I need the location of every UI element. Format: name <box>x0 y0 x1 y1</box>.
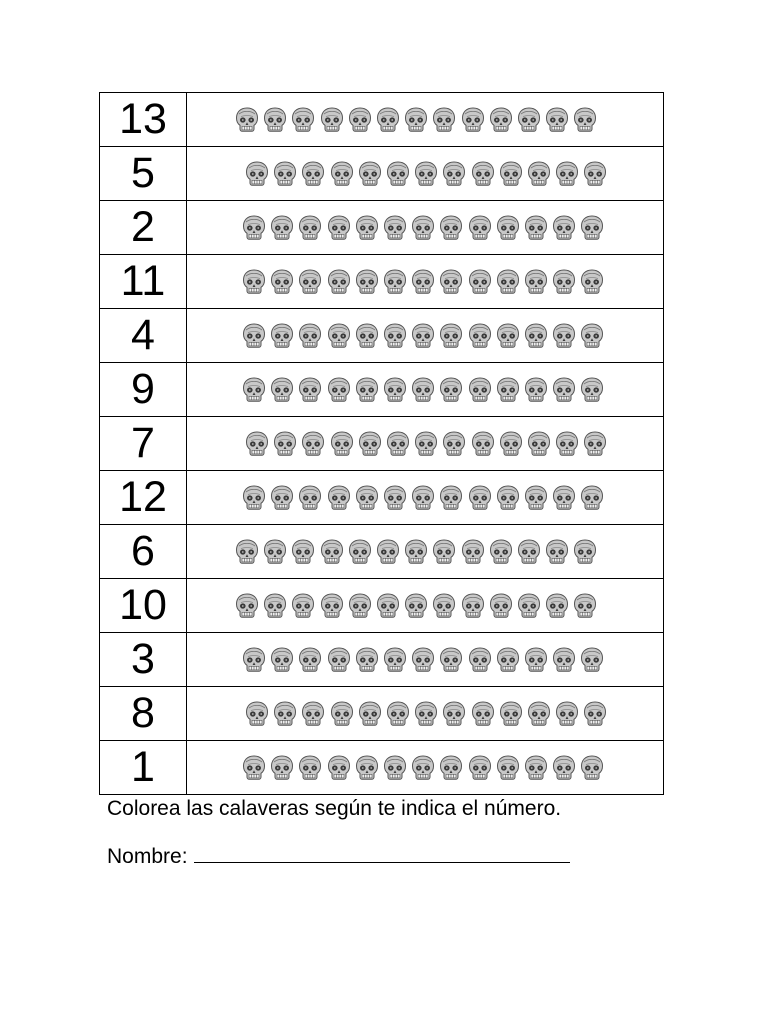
skull-icon[interactable] <box>291 107 315 133</box>
worksheet-row <box>100 687 664 741</box>
skull-icon[interactable] <box>327 377 351 403</box>
worksheet-table <box>99 92 664 795</box>
worksheet-row <box>100 201 664 255</box>
skull-icon[interactable] <box>263 593 287 619</box>
skull-icon[interactable] <box>580 269 604 295</box>
skull-icon[interactable] <box>273 701 297 727</box>
skull-cell <box>187 201 664 255</box>
skull-icon[interactable] <box>439 215 463 241</box>
skull-icon[interactable] <box>355 647 379 673</box>
skull-icon[interactable] <box>327 323 351 349</box>
skull-icon[interactable] <box>386 431 410 457</box>
skull-icon[interactable] <box>386 161 410 187</box>
skull-icon[interactable] <box>496 269 520 295</box>
skull-cell <box>187 93 664 147</box>
skull-icon[interactable] <box>242 647 266 673</box>
skull-icon[interactable] <box>411 485 435 511</box>
skull-icon[interactable] <box>355 215 379 241</box>
skull-icon[interactable] <box>583 431 607 457</box>
worksheet-row <box>100 471 664 525</box>
skull-icon[interactable] <box>348 593 372 619</box>
row-number: 12 <box>100 471 187 525</box>
skull-icon[interactable] <box>573 107 597 133</box>
skull-icon[interactable] <box>263 539 287 565</box>
skull-icon[interactable] <box>471 431 495 457</box>
skull-icon[interactable] <box>496 755 520 781</box>
skull-icon[interactable] <box>545 593 569 619</box>
skull-icon[interactable] <box>468 269 492 295</box>
skull-icon[interactable] <box>376 107 400 133</box>
skull-cell <box>187 471 664 525</box>
skull-icon[interactable] <box>442 161 466 187</box>
skull-icon[interactable] <box>270 269 294 295</box>
skull-icon[interactable] <box>517 107 541 133</box>
row-number: 8 <box>100 687 187 741</box>
skull-icon[interactable] <box>270 755 294 781</box>
skull-icon[interactable] <box>327 269 351 295</box>
row-number: 7 <box>100 417 187 471</box>
skull-icon[interactable] <box>414 431 438 457</box>
skull-icon[interactable] <box>580 377 604 403</box>
skull-icon[interactable] <box>555 161 579 187</box>
skull-icon[interactable] <box>330 431 354 457</box>
skull-icon[interactable] <box>414 161 438 187</box>
skull-icon[interactable] <box>291 539 315 565</box>
skull-icon[interactable] <box>555 431 579 457</box>
row-number: 4 <box>100 309 187 363</box>
skull-icon[interactable] <box>524 323 548 349</box>
skull-icon[interactable] <box>545 107 569 133</box>
skull-icon[interactable] <box>489 593 513 619</box>
skull-icon[interactable] <box>580 215 604 241</box>
worksheet-row <box>100 741 664 795</box>
skull-icon[interactable] <box>376 539 400 565</box>
skull-icon[interactable] <box>298 323 322 349</box>
skull-icon[interactable] <box>298 215 322 241</box>
skull-icon[interactable] <box>404 593 428 619</box>
skull-icon[interactable] <box>545 539 569 565</box>
skull-icon[interactable] <box>383 377 407 403</box>
skull-icon[interactable] <box>355 323 379 349</box>
skull-icon[interactable] <box>552 269 576 295</box>
skull-cell <box>187 417 664 471</box>
skull-icon[interactable] <box>468 647 492 673</box>
skull-cell <box>187 147 664 201</box>
skull-icon[interactable] <box>552 377 576 403</box>
skull-icon[interactable] <box>552 323 576 349</box>
skull-icon[interactable] <box>404 107 428 133</box>
skull-icon[interactable] <box>411 647 435 673</box>
skull-icon[interactable] <box>242 215 266 241</box>
counting-worksheet <box>99 92 664 795</box>
worksheet-row <box>100 417 664 471</box>
skull-icon[interactable] <box>411 755 435 781</box>
skull-icon[interactable] <box>432 539 456 565</box>
skull-icon[interactable] <box>468 377 492 403</box>
instruction-text: Colorea las calaveras según te indica el número. <box>107 797 562 820</box>
skull-icon[interactable] <box>524 485 548 511</box>
skull-icon[interactable] <box>496 485 520 511</box>
skull-icon[interactable] <box>496 377 520 403</box>
skull-icon[interactable] <box>348 539 372 565</box>
name-label: Nombre: <box>107 845 188 868</box>
skull-icon[interactable] <box>242 269 266 295</box>
skull-icon[interactable] <box>298 269 322 295</box>
skull-icon[interactable] <box>439 323 463 349</box>
skull-icon[interactable] <box>245 161 269 187</box>
skull-icon[interactable] <box>330 701 354 727</box>
skull-cell <box>187 687 664 741</box>
skull-icon[interactable] <box>273 161 297 187</box>
skull-icon[interactable] <box>270 647 294 673</box>
skull-icon[interactable] <box>580 755 604 781</box>
skull-icon[interactable] <box>383 323 407 349</box>
skull-icon[interactable] <box>552 755 576 781</box>
skull-icon[interactable] <box>301 161 325 187</box>
skull-icon[interactable] <box>496 215 520 241</box>
skull-icon[interactable] <box>468 485 492 511</box>
worksheet-row <box>100 309 664 363</box>
skull-icon[interactable] <box>442 431 466 457</box>
skull-icon[interactable] <box>327 755 351 781</box>
skull-icon[interactable] <box>461 539 485 565</box>
worksheet-row <box>100 255 664 309</box>
row-number: 5 <box>100 147 187 201</box>
skull-icon[interactable] <box>524 377 548 403</box>
skull-icon[interactable] <box>468 323 492 349</box>
skull-icon[interactable] <box>552 215 576 241</box>
skull-icon[interactable] <box>245 431 269 457</box>
row-number: 10 <box>100 579 187 633</box>
skull-icon[interactable] <box>580 485 604 511</box>
skull-icon[interactable] <box>499 701 523 727</box>
skull-icon[interactable] <box>358 701 382 727</box>
skull-icon[interactable] <box>298 755 322 781</box>
name-blank-line[interactable] <box>194 842 570 863</box>
skull-icon[interactable] <box>242 377 266 403</box>
skull-icon[interactable] <box>468 755 492 781</box>
skull-icon[interactable] <box>358 161 382 187</box>
skull-icon[interactable] <box>439 377 463 403</box>
skull-icon[interactable] <box>270 377 294 403</box>
skull-icon[interactable] <box>235 593 259 619</box>
row-number: 2 <box>100 201 187 255</box>
skull-icon[interactable] <box>235 107 259 133</box>
skull-icon[interactable] <box>468 215 492 241</box>
skull-icon[interactable] <box>411 377 435 403</box>
row-number: 11 <box>100 255 187 309</box>
skull-icon[interactable] <box>270 323 294 349</box>
skull-icon[interactable] <box>439 485 463 511</box>
skull-icon[interactable] <box>489 107 513 133</box>
skull-icon[interactable] <box>439 755 463 781</box>
skull-icon[interactable] <box>301 431 325 457</box>
skull-icon[interactable] <box>524 269 548 295</box>
skull-icon[interactable] <box>383 755 407 781</box>
skull-icon[interactable] <box>298 485 322 511</box>
skull-icon[interactable] <box>330 161 354 187</box>
skull-icon[interactable] <box>580 647 604 673</box>
skull-icon[interactable] <box>573 593 597 619</box>
worksheet-row <box>100 93 664 147</box>
skull-icon[interactable] <box>471 701 495 727</box>
skull-cell <box>187 633 664 687</box>
skull-icon[interactable] <box>386 701 410 727</box>
worksheet-row <box>100 147 664 201</box>
skull-icon[interactable] <box>355 485 379 511</box>
skull-icon[interactable] <box>432 107 456 133</box>
skull-icon[interactable] <box>273 431 297 457</box>
skull-icon[interactable] <box>355 269 379 295</box>
skull-icon[interactable] <box>245 701 269 727</box>
skull-icon[interactable] <box>327 215 351 241</box>
skull-icon[interactable] <box>358 431 382 457</box>
row-number: 9 <box>100 363 187 417</box>
skull-icon[interactable] <box>489 539 513 565</box>
worksheet-row <box>100 579 664 633</box>
skull-icon[interactable] <box>298 377 322 403</box>
skull-icon[interactable] <box>471 161 495 187</box>
skull-cell <box>187 363 664 417</box>
skull-icon[interactable] <box>555 701 579 727</box>
skull-icon[interactable] <box>327 485 351 511</box>
skull-icon[interactable] <box>411 269 435 295</box>
skull-icon[interactable] <box>517 593 541 619</box>
row-number: 3 <box>100 633 187 687</box>
skull-cell <box>187 255 664 309</box>
skull-icon[interactable] <box>442 701 466 727</box>
row-number: 1 <box>100 741 187 795</box>
worksheet-row <box>100 525 664 579</box>
skull-icon[interactable] <box>242 485 266 511</box>
skull-icon[interactable] <box>499 431 523 457</box>
skull-icon[interactable] <box>524 215 548 241</box>
skull-icon[interactable] <box>404 539 428 565</box>
skull-icon[interactable] <box>291 593 315 619</box>
skull-icon[interactable] <box>298 647 322 673</box>
skull-icon[interactable] <box>355 377 379 403</box>
skull-cell <box>187 525 664 579</box>
skull-icon[interactable] <box>270 485 294 511</box>
skull-icon[interactable] <box>383 647 407 673</box>
skull-icon[interactable] <box>301 701 325 727</box>
skull-icon[interactable] <box>580 323 604 349</box>
skull-cell <box>187 741 664 795</box>
skull-icon[interactable] <box>327 647 351 673</box>
skull-icon[interactable] <box>383 485 407 511</box>
skull-icon[interactable] <box>461 107 485 133</box>
skull-icon[interactable] <box>263 107 287 133</box>
skull-icon[interactable] <box>235 539 259 565</box>
name-line <box>107 842 570 869</box>
skull-icon[interactable] <box>355 755 379 781</box>
skull-icon[interactable] <box>320 539 344 565</box>
skull-icon[interactable] <box>270 215 294 241</box>
skull-icon[interactable] <box>320 107 344 133</box>
skull-icon[interactable] <box>411 323 435 349</box>
skull-cell <box>187 309 664 363</box>
skull-icon[interactable] <box>439 647 463 673</box>
skull-icon[interactable] <box>527 161 551 187</box>
skull-icon[interactable] <box>517 539 541 565</box>
skull-icon[interactable] <box>461 593 485 619</box>
skull-icon[interactable] <box>439 269 463 295</box>
skull-icon[interactable] <box>376 593 400 619</box>
skull-icon[interactable] <box>496 323 520 349</box>
skull-icon[interactable] <box>383 215 407 241</box>
skull-cell <box>187 579 664 633</box>
skull-icon[interactable] <box>583 161 607 187</box>
skull-icon[interactable] <box>348 107 372 133</box>
row-number: 6 <box>100 525 187 579</box>
worksheet-row <box>100 633 664 687</box>
skull-icon[interactable] <box>552 485 576 511</box>
skull-icon[interactable] <box>414 701 438 727</box>
skull-icon[interactable] <box>411 215 435 241</box>
skull-icon[interactable] <box>242 755 266 781</box>
skull-icon[interactable] <box>383 269 407 295</box>
skull-icon[interactable] <box>496 647 520 673</box>
worksheet-row <box>100 363 664 417</box>
skull-icon[interactable] <box>527 701 551 727</box>
skull-icon[interactable] <box>432 593 456 619</box>
skull-icon[interactable] <box>583 701 607 727</box>
skull-icon[interactable] <box>573 539 597 565</box>
skull-icon[interactable] <box>527 431 551 457</box>
skull-icon[interactable] <box>320 593 344 619</box>
skull-icon[interactable] <box>524 647 548 673</box>
skull-icon[interactable] <box>524 755 548 781</box>
skull-icon[interactable] <box>242 323 266 349</box>
row-number: 13 <box>100 93 187 147</box>
skull-icon[interactable] <box>499 161 523 187</box>
skull-icon[interactable] <box>552 647 576 673</box>
